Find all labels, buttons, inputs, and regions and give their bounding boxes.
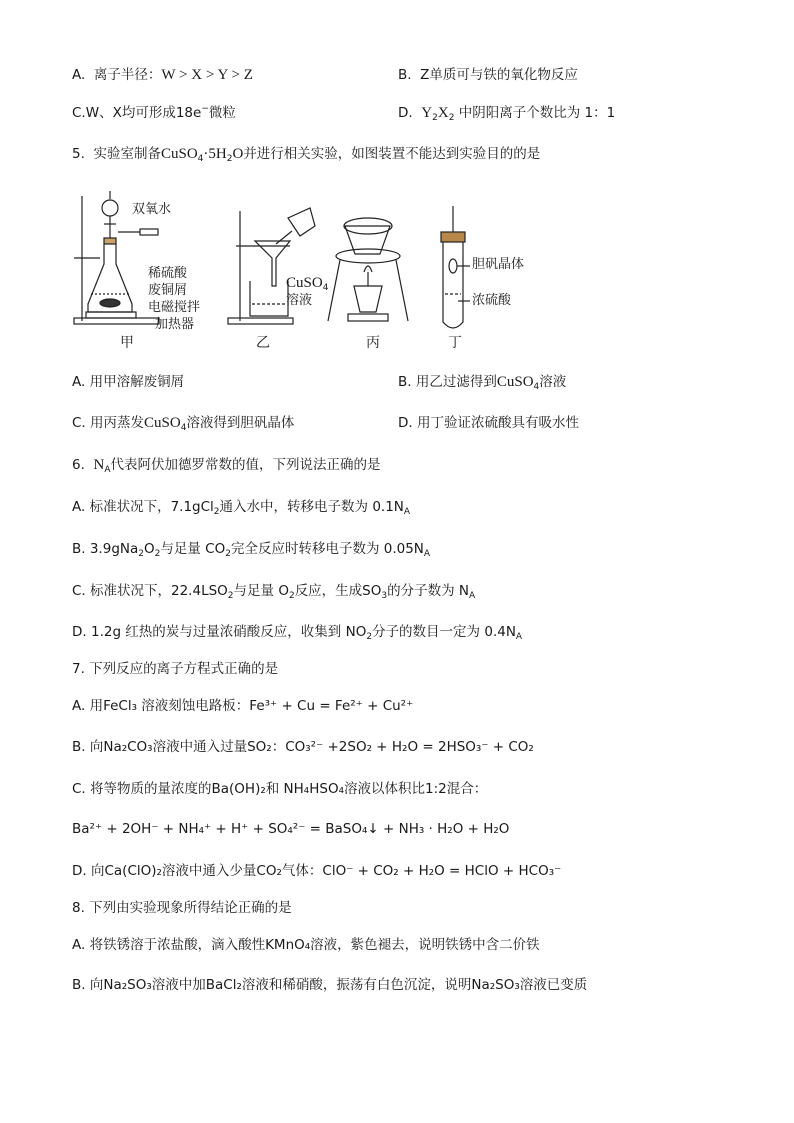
caption-bing: 丙	[366, 335, 380, 351]
q8-option-a: A. 将铁锈溶于浓盐酸，滴入酸性KMnO₄溶液，紫色褪去，说明铁锈中含二价铁	[72, 937, 540, 953]
label-hydrogen-peroxide: 双氧水	[132, 202, 172, 217]
label-copper-scraps: 废铜屑	[148, 283, 188, 298]
q5-option-a: A. 用甲溶解废铜屑	[72, 374, 185, 390]
q7-option-b: B. 向Na₂CO₃溶液中通入过量SO₂：CO₃²⁻ +2SO₂ + H₂O = 2HSO₃⁻ + CO₂	[72, 739, 534, 755]
q7-option-c: C. 将等物质的量浓度的Ba(OH)₂和 NH₄HSO₄溶液以体积比1:2混合：	[72, 781, 488, 797]
q6-option-d: D. 1.2g 红热的炭与过量浓硝酸反应，收集到 $NO_2$分子的数目一定为 $0.4N_A$	[72, 624, 523, 642]
q4-option-d: D. $Y_2X_2$ 中阴阳离子个数比为 1：1	[398, 105, 616, 123]
label-solution: 溶液	[286, 293, 313, 308]
caption-ding: 丁	[448, 335, 462, 351]
q4-option-a: A. 离子半径：W > X > Y > Z	[72, 67, 253, 83]
label-cuso4: CuSO$_4$	[286, 275, 329, 293]
label-blue-vitriol: 胆矾晶体	[472, 257, 525, 272]
apparatus-bing	[328, 218, 408, 321]
q4-option-b: B. Z单质可与铁的氧化物反应	[398, 67, 578, 83]
label-conc-sulfuric-acid: 浓硫酸	[472, 293, 512, 308]
apparatus-figure	[60, 186, 525, 351]
q5-stem: 5. 实验室制备$CuSO_4\cdot 5H_2O$并进行相关实验，如图装置不能达到实验目的的是	[72, 146, 541, 164]
q4-option-c: C.W、X均可形成18e−微粒	[72, 104, 236, 121]
q7-option-c-equation: Ba²⁺ + 2OH⁻ + NH₄⁺ + H⁺ + SO₄²⁻ = BaSO₄↓ + NH₃ · H₂O + H₂O	[72, 821, 510, 837]
label-dilute-sulfuric-acid: 稀硫酸	[148, 266, 188, 281]
q7-option-a: A. 用FeCl₃ 溶液刻蚀电路板：Fe³⁺ + Cu = Fe²⁺ + Cu²⁺	[72, 698, 414, 714]
label-magnetic-stirrer: 电磁搅拌	[148, 300, 201, 315]
q6-option-b: B. $3.9gNa_2O_2$与足量 $CO_2$完全反应时转移电子数为 $0.05N_A$	[72, 541, 431, 559]
q6-option-c: C. 标准状况下，$22.4LSO_2$与足量 $O_2$反应，生成$SO_3$的分子数为 $N_A$	[72, 583, 476, 601]
q5-option-b: B. 用乙过滤得到CuSO$_4$溶液	[398, 374, 567, 392]
q7-stem: 7. 下列反应的离子方程式正确的是	[72, 661, 279, 677]
q5-option-d: D. 用丁验证浓硫酸具有吸水性	[398, 415, 579, 431]
caption-yi: 乙	[256, 335, 270, 351]
q8-option-b: B. 向Na₂SO₃溶液中加BaCl₂溶液和稀硝酸，振荡有白色沉淀，说明Na₂SO₃溶液已变质	[72, 977, 588, 993]
caption-jia: 甲	[120, 335, 134, 351]
apparatus-drawing	[60, 186, 520, 351]
q8-stem: 8. 下列由实验现象所得结论正确的是	[72, 900, 292, 916]
q5-option-c: C. 用丙蒸发CuSO$_4$溶液得到胆矾晶体	[72, 415, 295, 433]
q7-option-d: D. 向Ca(ClO)₂溶液中通入少量CO₂气体：ClO⁻ + CO₂ + H₂O = HClO + HCO₃⁻	[72, 863, 562, 879]
q6-stem: 6. $N_A$代表阿伏加德罗常数的值，下列说法正确的是	[72, 457, 381, 475]
apparatus-ding	[441, 206, 470, 328]
q6-option-a: A. 标准状况下，7.1gCl$_2$通入水中，转移电子数为 $0.1N_A$	[72, 499, 411, 517]
label-heater: 加热器	[155, 317, 195, 332]
